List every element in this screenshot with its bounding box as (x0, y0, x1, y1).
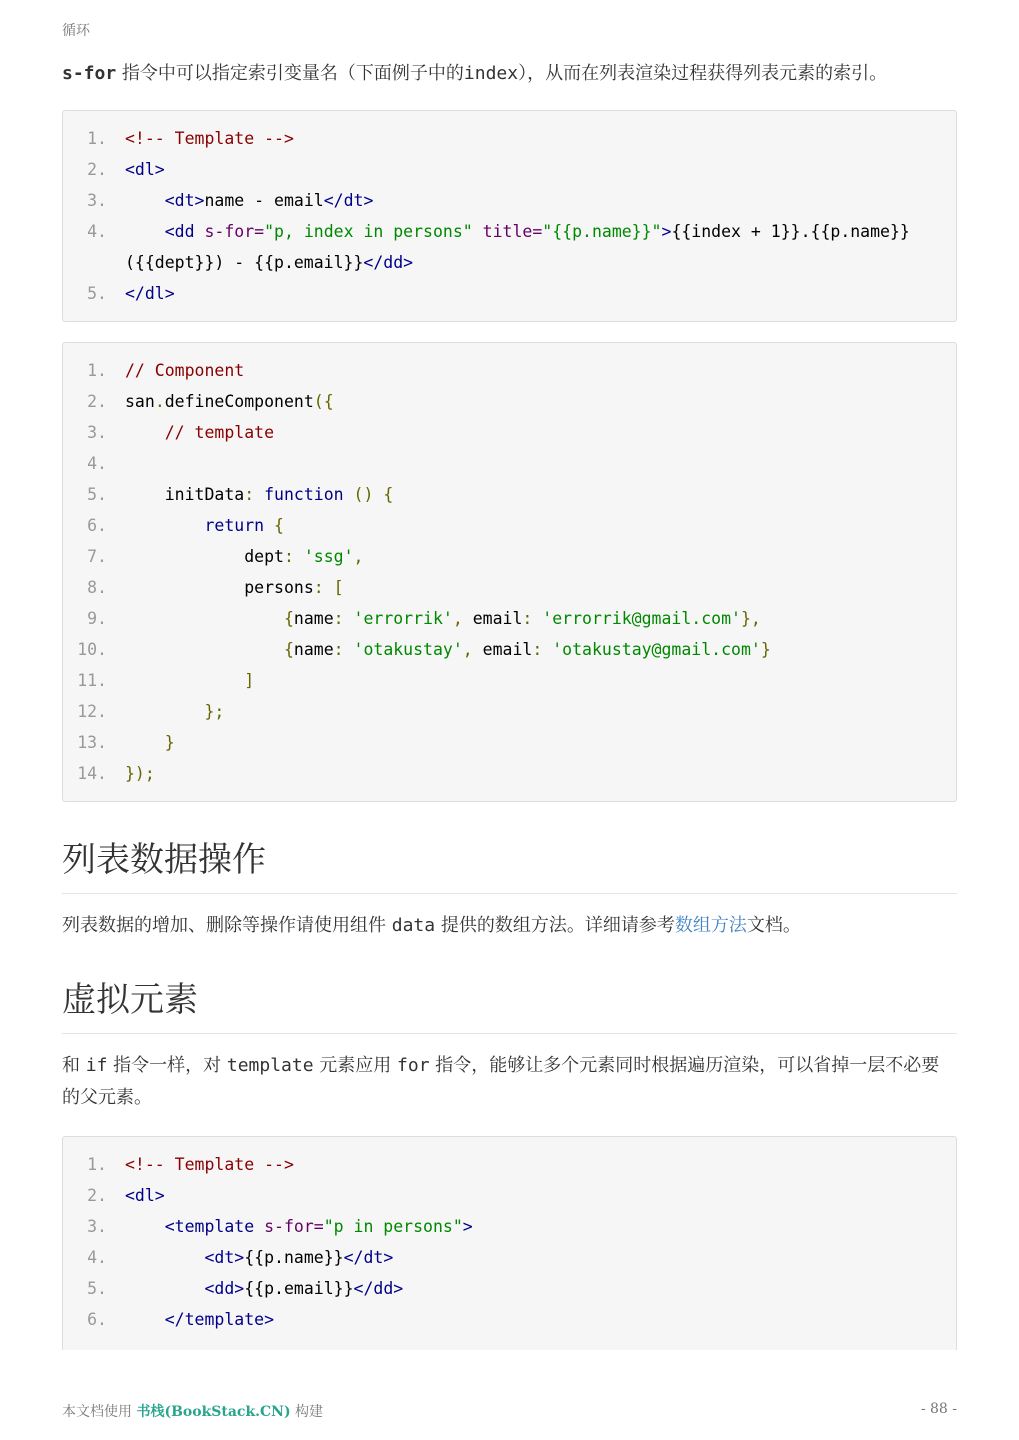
code-token: }, (740, 609, 761, 628)
code-block-template-1 (62, 110, 957, 322)
code-token: 'ssg' (303, 547, 354, 566)
section-title-virtual-element: 虚拟元素 (62, 972, 957, 1034)
code-token: </template> (164, 1310, 275, 1329)
line-number: 14. (77, 764, 107, 783)
code-text (125, 154, 956, 185)
code-line (63, 1211, 956, 1242)
code-text (125, 479, 956, 510)
code-token: {{index + 1}}.{{p.name}}({{dept}}) - {{p.email}} (125, 222, 910, 272)
code-token: function (264, 485, 344, 504)
line-number: 2. (87, 1186, 107, 1205)
code-token: ] (244, 671, 255, 690)
code-line (63, 386, 956, 417)
code-token: , (452, 609, 473, 628)
code-line (63, 572, 956, 603)
array-methods-link[interactable]: 数组方法 (674, 915, 747, 936)
code-token: . (154, 392, 165, 411)
code-text (125, 278, 956, 309)
code-token (125, 1310, 165, 1329)
code-token: <dd> (204, 1279, 245, 1298)
code-token: // template (164, 423, 275, 442)
code-token: <template (164, 1217, 265, 1236)
code-token (125, 1279, 204, 1298)
code-token: : [ (313, 578, 344, 597)
code-line (63, 185, 956, 216)
section1-paragraph (62, 910, 957, 942)
line-number: 7. (87, 547, 107, 566)
code-token: { (283, 640, 294, 659)
code-text (125, 634, 956, 665)
code-text (125, 1149, 956, 1180)
footer-suffix: 构建 (290, 1404, 324, 1420)
code-text (125, 123, 956, 154)
line-number: 4. (87, 454, 107, 473)
code-token: } (760, 640, 771, 659)
code-token: <dd (164, 222, 205, 241)
code-token (125, 733, 165, 752)
code-token: : (283, 547, 304, 566)
code-text (125, 185, 956, 216)
inline-code-template: template (226, 1055, 314, 1076)
code-line (63, 1242, 956, 1273)
code-text (125, 541, 956, 572)
code-token: : (244, 485, 265, 504)
code-text (125, 216, 956, 278)
code-line (63, 758, 956, 789)
code-token: email (472, 609, 523, 628)
code-line (63, 154, 956, 185)
code-line (63, 510, 956, 541)
line-number: 3. (87, 1217, 107, 1236)
code-token (125, 609, 284, 628)
code-token: ({ (313, 392, 334, 411)
line-number: 2. (87, 160, 107, 179)
code-line (63, 448, 956, 479)
code-text (125, 386, 956, 417)
code-token: s-for= (264, 1217, 324, 1236)
code-line (63, 1273, 956, 1304)
code-token: > (462, 1217, 473, 1236)
section2-text-3: 元素应用 (313, 1055, 398, 1076)
code-token: }); (125, 764, 155, 783)
code-text (125, 417, 956, 448)
line-number: 5. (87, 485, 107, 504)
code-token (125, 222, 165, 241)
code-token (125, 1248, 204, 1267)
code-token: <dt> (204, 1248, 245, 1267)
code-token: initData (125, 485, 245, 504)
code-token (125, 640, 284, 659)
code-token: , (462, 640, 483, 659)
section2-text-1: 和 (62, 1055, 86, 1076)
code-line (63, 541, 956, 572)
code-token: {{p.name}} (244, 1248, 344, 1267)
code-line (63, 278, 956, 309)
code-line (63, 417, 956, 448)
code-line (63, 216, 956, 278)
code-token: s-for= (204, 222, 265, 241)
line-number: 13. (77, 733, 107, 752)
code-token: persons (125, 578, 314, 597)
line-number: 1. (87, 361, 107, 380)
footer-credit (62, 1401, 323, 1421)
code-token: name (293, 609, 334, 628)
line-number: 3. (87, 423, 107, 442)
code-token: </dt> (323, 191, 374, 210)
code-line (63, 1180, 956, 1211)
intro-text-2: ），从而在列表渲染过程获得列表元素的索引。 (518, 63, 888, 84)
code-token: email (482, 640, 533, 659)
code-token (125, 671, 244, 690)
code-token: </dd> (363, 253, 414, 272)
line-number: 12. (77, 702, 107, 721)
code-token: } (164, 733, 175, 752)
header-label: 循环 (62, 23, 90, 39)
section2-text-4: 指令，能够让多个元素同时根据遍历渲染，可以省掉一层不必要的父元素。 (62, 1055, 940, 1108)
code-token: name (293, 640, 334, 659)
page-content (62, 58, 957, 1350)
code-text (125, 665, 956, 696)
code-token: : (522, 609, 543, 628)
code-token: 'otakustay@gmail.com' (552, 640, 761, 659)
code-text (125, 355, 956, 386)
code-text (125, 1242, 956, 1273)
code-text (125, 603, 956, 634)
code-token: : (333, 640, 354, 659)
code-token: 'otakustay' (353, 640, 463, 659)
line-number: 11. (77, 671, 107, 690)
line-number: 4. (87, 1248, 107, 1267)
code-token: san (125, 392, 155, 411)
line-number: 6. (87, 1310, 107, 1329)
section2-paragraph (62, 1050, 957, 1114)
section1-text-3: 文档。 (746, 915, 801, 936)
code-line (63, 1149, 956, 1180)
line-number: 10. (77, 640, 107, 659)
code-token: <!-- Template --> (125, 1155, 294, 1174)
code-token: <dl> (125, 160, 165, 179)
code-token: () { (343, 485, 394, 504)
line-number: 2. (87, 392, 107, 411)
code-text (125, 572, 956, 603)
code-token: : (333, 609, 354, 628)
inline-code-for: for (397, 1055, 430, 1076)
section1-text-2: 提供的数组方法。详细请参考 (435, 915, 675, 936)
code-text (125, 1211, 956, 1242)
code-token (125, 516, 204, 535)
code-token: {{p.email}} (244, 1279, 354, 1298)
code-token: }; (204, 702, 225, 721)
code-text (125, 1304, 956, 1335)
code-text (125, 448, 956, 479)
section2-text-2: 指令一样，对 (107, 1055, 227, 1076)
code-token: > (661, 222, 672, 241)
code-block-component (62, 342, 957, 802)
footer-prefix: 本文档使用 (62, 1404, 137, 1420)
code-token: title= (472, 222, 543, 241)
code-token (125, 423, 165, 442)
line-number: 6. (87, 516, 107, 535)
line-number: 8. (87, 578, 107, 597)
line-number: 5. (87, 284, 107, 303)
inline-code-index: index (463, 63, 519, 84)
code-token: </dl> (125, 284, 175, 303)
code-token: dept (125, 547, 284, 566)
code-token: 'errorrik@gmail.com' (542, 609, 741, 628)
code-token: defineComponent (164, 392, 314, 411)
code-text (125, 727, 956, 758)
page-number: - 88 - (920, 1401, 957, 1417)
code-line (63, 696, 956, 727)
section1-text-1: 列表数据的增加、删除等操作请使用组件 (62, 915, 392, 936)
inline-code-s-for: s-for (62, 63, 117, 84)
code-line (63, 634, 956, 665)
code-token: <!-- Template --> (125, 129, 294, 148)
code-token: "p, index in persons" (264, 222, 473, 241)
code-token: 'errorrik' (353, 609, 453, 628)
code-token: { (283, 609, 294, 628)
code-token: </dt> (343, 1248, 394, 1267)
code-line (63, 123, 956, 154)
code-text (125, 1180, 956, 1211)
code-text (125, 510, 956, 541)
code-token: "{{p.name}}" (542, 222, 662, 241)
code-text (125, 758, 956, 789)
code-token: return (204, 516, 265, 535)
code-line (63, 665, 956, 696)
line-number: 3. (87, 191, 107, 210)
intro-text-1: 指令中可以指定索引变量名（下面例子中的 (116, 63, 464, 84)
code-text (125, 1273, 956, 1304)
code-token: // Component (125, 361, 245, 380)
code-token: </dd> (353, 1279, 404, 1298)
inline-code-data: data (391, 915, 436, 936)
code-token: <dt> (164, 191, 205, 210)
code-token (125, 191, 165, 210)
code-line (63, 603, 956, 634)
code-token: <dl> (125, 1186, 165, 1205)
code-token: , (353, 547, 364, 566)
code-line (63, 479, 956, 510)
footer-brand-link[interactable]: 书栈(BookStack.CN) (136, 1404, 291, 1420)
line-number: 1. (87, 129, 107, 148)
code-token: name - email (204, 191, 324, 210)
code-token: : (532, 640, 553, 659)
code-token (125, 1217, 165, 1236)
line-number: 1. (87, 1155, 107, 1174)
section-title-list-data: 列表数据操作 (62, 832, 957, 894)
code-token: "p in persons" (323, 1217, 463, 1236)
code-line (63, 727, 956, 758)
inline-code-if: if (85, 1055, 108, 1076)
code-text (125, 696, 956, 727)
code-line (63, 1304, 956, 1335)
line-number: 5. (87, 1279, 107, 1298)
intro-paragraph (62, 58, 957, 90)
code-block-template-2 (62, 1136, 957, 1350)
line-number: 9. (87, 609, 107, 628)
line-number: 4. (87, 222, 107, 241)
code-token: { (264, 516, 284, 535)
code-line (63, 355, 956, 386)
code-token (125, 702, 204, 721)
